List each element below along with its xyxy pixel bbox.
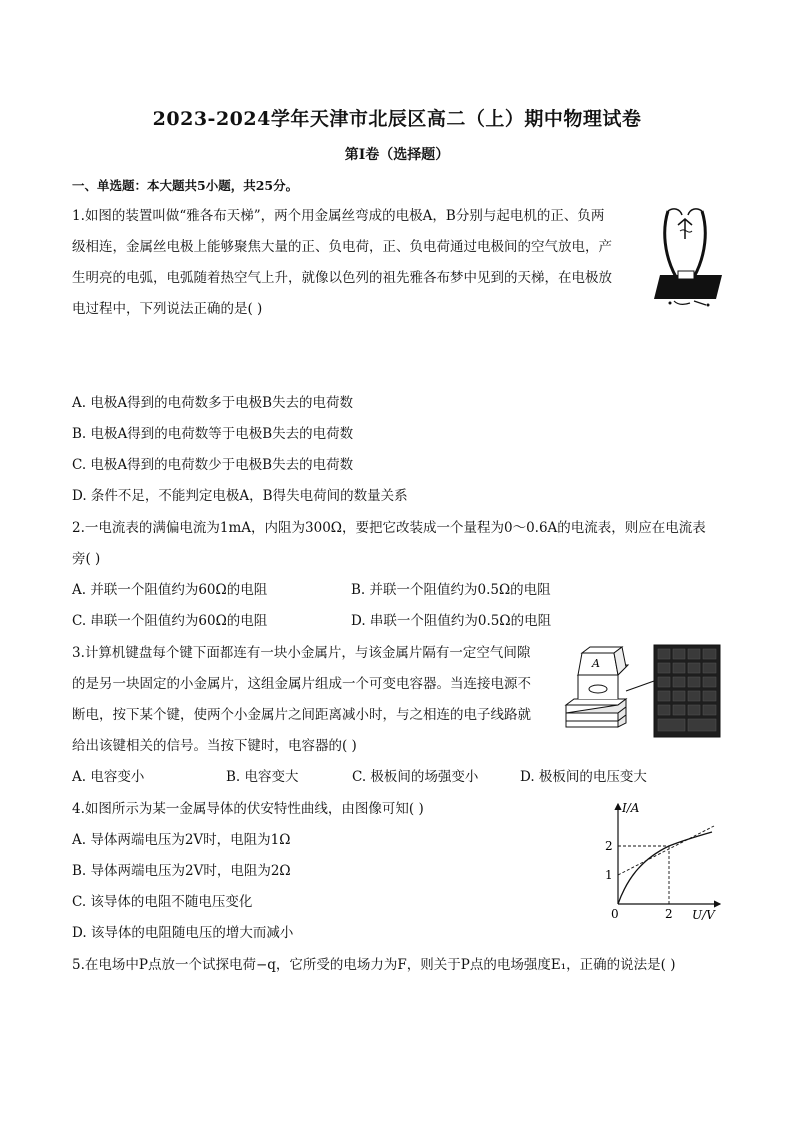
q2-option-a: A. 并联一个阻值约为60Ω的电阻: [72, 582, 268, 598]
graph-x-tick: 2: [665, 907, 673, 921]
q3-option-a: A. 电容变小: [72, 769, 145, 785]
q3-line-4: 给出该键相关的信号。当按下键时，电容器的( ): [72, 738, 357, 754]
graph-origin: 0: [611, 907, 619, 921]
q3-option-d: D. 极板间的电压变大: [520, 769, 647, 785]
part-title: 第I卷（选择题）: [344, 147, 450, 163]
graph-y-tick-1: 1: [605, 868, 613, 882]
jacobs-ladder-figure: [650, 205, 724, 311]
q3-line-2: 的是另一块固定的小金属片，这组金属片组成一个可变电容器。当连接电源不: [72, 676, 531, 692]
q2-option-d: D. 串联一个阻值约为0.5Ω的电阻: [351, 613, 552, 629]
q3-option-c: C. 极板间的场强变小: [352, 769, 479, 785]
q5-line-1: 5.在电场中P点放一个试探电荷−q，它所受的电场力为F，则关于P点的电场强度E₁，正确的说法是( ): [72, 957, 676, 973]
graph-ylabel: I/A: [622, 801, 640, 815]
q1-option-d: D. 条件不足，不能判定电极A，B得失电荷间的数量关系: [72, 488, 408, 504]
q1-line-3: 生明亮的电弧，电弧随着热空气上升，就像以色列的祖先雅各布梦中见到的天梯，在电极放: [72, 270, 612, 286]
q4-option-d: D. 该导体的电阻随电压的增大而减小: [72, 925, 294, 941]
page-title: 2023-2024学年天津市北辰区高二（上）期中物理试卷: [152, 108, 642, 130]
q4-line-1: 4.如图所示为某一金属导体的伏安特性曲线，由图像可知( ): [72, 801, 424, 817]
q1-line-1: 1.如图的装置叫做“雅各布天梯”，两个用金属丝弯成的电极A，B分别与起电机的正、负两: [72, 208, 605, 224]
q2-line-1: 2.一电流表的满偏电流为1mA，内阻为300Ω，要把它改装成一个量程为0～0.6A的电流表，则应在电流表: [72, 520, 706, 536]
section-heading: 一、单选题：本大题共5小题，共25分。: [72, 178, 299, 193]
iv-curve-figure: [596, 798, 728, 924]
q4-option-a: A. 导体两端电压为2V时，电阻为1Ω: [72, 832, 291, 848]
q2-option-c: C. 串联一个阻值约为60Ω的电阻: [72, 613, 268, 629]
q1-line-4: 电过程中，下列说法正确的是( ): [72, 301, 263, 317]
q2-option-b: B. 并联一个阻值约为0.5Ω的电阻: [351, 582, 551, 598]
q1-option-b: B. 电极A得到的电荷数等于电极B失去的电荷数: [72, 426, 354, 442]
q3-option-b: B. 电容变大: [226, 769, 299, 785]
key-label: A: [592, 657, 600, 670]
q1-line-2: 级相连，金属丝电极上能够聚焦大量的正、负电荷，正、负电荷通过电极间的空气放电，产: [72, 239, 612, 255]
q3-line-3: 断电，按下某个键，使两个小金属片之间距离减小时，与之相连的电子线路就: [72, 707, 531, 723]
q4-option-b: B. 导体两端电压为2V时，电阻为2Ω: [72, 863, 291, 879]
q1-option-a: A. 电极A得到的电荷数多于电极B失去的电荷数: [72, 395, 354, 411]
q4-option-c: C. 该导体的电阻不随电压变化: [72, 894, 253, 910]
keyboard-capacitor-figure: [562, 643, 722, 739]
graph-y-tick-2: 2: [605, 839, 613, 853]
q1-option-c: C. 电极A得到的电荷数少于电极B失去的电荷数: [72, 457, 354, 473]
q3-line-1: 3.计算机键盘每个键下面都连有一块小金属片，与该金属片隔有一定空气间隙: [72, 645, 531, 661]
q2-line-2: 旁( ): [72, 551, 101, 567]
graph-xlabel: U/V: [692, 908, 715, 922]
